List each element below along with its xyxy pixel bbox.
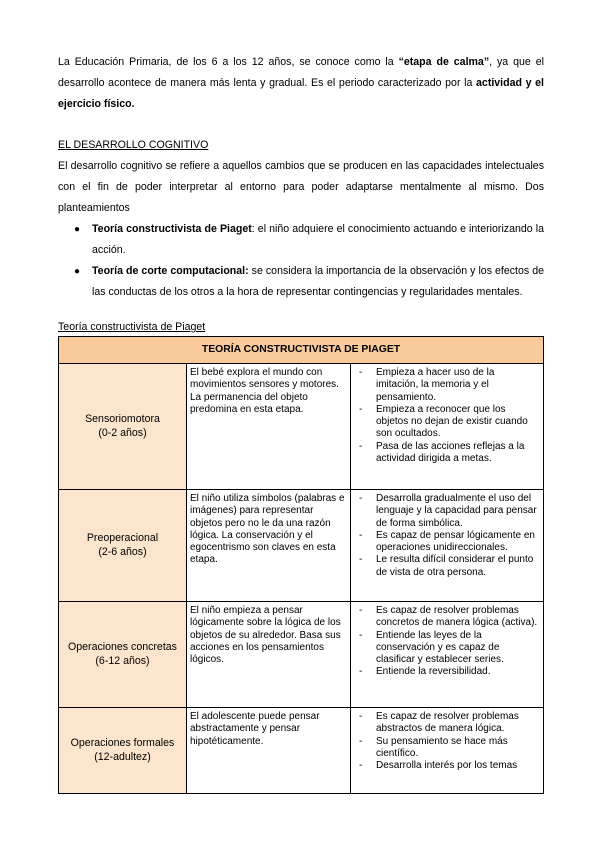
table-row — [59, 490, 544, 602]
description-cell: El adolescente puede pensar abstractamente y pensar hipotéticamente. — [187, 708, 351, 794]
stage-name: Operaciones formales — [70, 737, 175, 749]
intro-bold-2: actividad y el ejercicio físico. — [58, 77, 544, 110]
feature-item: - Empieza a hacer uso de la imitación, la memoria y el pensamiento. — [359, 367, 495, 403]
table-row — [59, 708, 544, 794]
table-caption: Teoría constructivista de Piaget — [58, 321, 206, 333]
feature-item: - Pasa de las acciones reflejas a la actividad dirigida a metas. — [359, 440, 525, 465]
stage-age: (12-adultez) — [94, 750, 151, 763]
feature-item: - Desarrolla gradualmente el uso del lenguaje y la capacidad para pensar de forma simbólica. — [359, 493, 537, 529]
stage-name: Sensoriomotora — [85, 413, 160, 425]
intro-paragraph — [58, 52, 544, 115]
features-cell — [351, 364, 544, 490]
feature-item: - Es capaz de resolver problemas abstractos de manera lógica. — [359, 711, 519, 735]
stage-cell — [59, 490, 187, 602]
features-cell — [351, 708, 544, 794]
bullet-title: Teoría constructivista de Piaget — [92, 223, 252, 235]
stage-cell — [59, 364, 187, 490]
stage-name: Operaciones concretas — [68, 641, 177, 653]
description-cell: El niño utiliza símbolos (palabras e imágenes) para representar objetos pero no le da una razón lógica. La conservación y el egocentrismo son claves en esta etapa. — [187, 490, 351, 602]
bullet-text: : el niño adquiere el conocimiento actuando e interiorizando la acción. — [92, 223, 544, 256]
feature-item: - Le resulta difícil considerar el punto de vista de otra persona. — [359, 554, 534, 578]
piaget-table — [58, 336, 544, 794]
feature-item: - Su pensamiento se hace más científico. — [359, 735, 508, 759]
section-heading: EL DESARROLLO COGNITIVO — [58, 139, 209, 151]
intro-text-2: , ya que el desarrollo acontece de manera más lenta y gradual. Es el periodo caracterizado por la — [58, 56, 544, 89]
stage-cell — [59, 708, 187, 794]
table-row — [59, 602, 544, 708]
table-row — [59, 364, 544, 490]
stage-cell — [59, 602, 187, 708]
feature-item: - Es capaz de pensar lógicamente en operaciones unidireccionales. — [359, 529, 535, 554]
bullet-dot-icon: ● — [74, 224, 81, 235]
intro-bold-1: “etapa de calma” — [398, 56, 490, 68]
stage-name: Preoperacional — [86, 532, 159, 544]
bullet-text: se considera la importancia de la observación y los efectos de las conductas de los otros a la hora de representar contingencias y regularidades mentales. — [92, 265, 544, 298]
bullet-item-piaget — [58, 219, 544, 261]
description-cell: El niño empieza a pensar lógicamente sobre la lógica de los objetos de su alrededor. Basa sus acciones en los pensamientos lógicos. — [187, 602, 351, 708]
feature-item: - Entiende las leyes de la conservación y es capaz de clasificar y establecer series. — [359, 629, 504, 666]
section-paragraph: El desarrollo cognitivo se refiere a aquellos cambios que se producen en las capacidades intelectuales con el fin de poder interpretar al entorno para poder adaptarse mentalmente al mismo. Dos planteamientos — [58, 160, 544, 214]
theory-bullet-list — [58, 219, 544, 303]
stage-age: (0-2 años) — [98, 426, 147, 439]
intro-text-1: La Educación Primaria, de los 6 a los 12 años, se conoce como la — [58, 56, 399, 68]
bullet-title: Teoría de corte computacional: — [92, 265, 249, 277]
stage-age: (2-6 años) — [98, 545, 147, 558]
feature-item: - Entiende la reversibilidad. — [359, 666, 491, 678]
stage-age: (6-12 años) — [95, 654, 150, 667]
features-cell — [351, 602, 544, 708]
feature-item: - Empieza a reconocer que los objetos no dejan de existir cuando son ocultados. — [359, 403, 528, 440]
description-cell: El bebé explora el mundo con movimientos sensores y motores. La permanencia del objeto predomina en esta etapa. — [187, 364, 351, 490]
feature-item: - Es capaz de resolver problemas concretos de manera lógica (activa). — [359, 605, 538, 629]
feature-item: - Desarrolla interés por los temas — [359, 760, 518, 772]
bullet-dot-icon: ● — [74, 266, 81, 277]
document-page — [58, 52, 544, 794]
bullet-item-computational — [58, 261, 544, 303]
table-header: TEORÍA CONSTRUCTIVISTA DE PIAGET — [59, 337, 544, 364]
features-cell — [351, 490, 544, 602]
